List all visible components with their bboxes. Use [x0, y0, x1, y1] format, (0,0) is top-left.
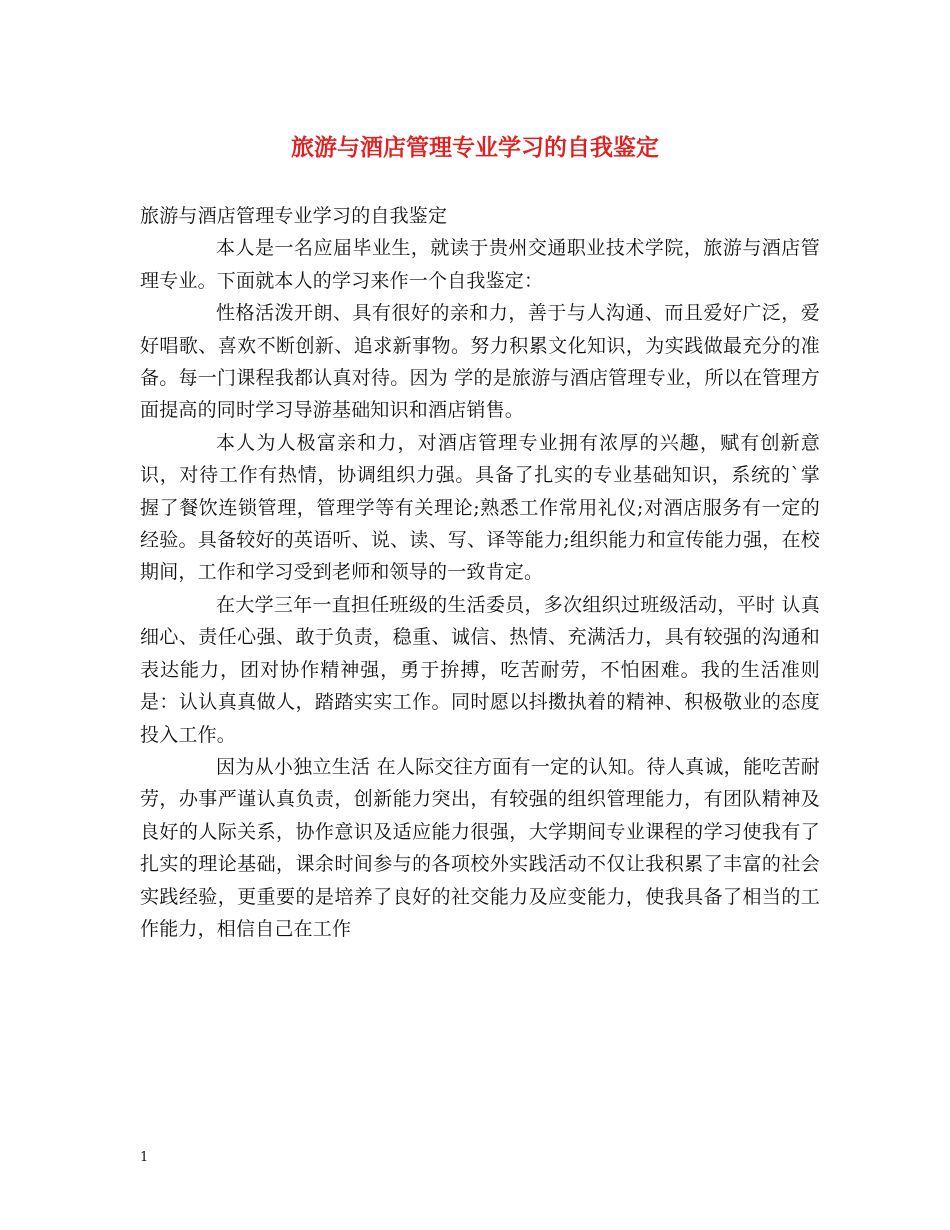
paragraph-1: 本人是一名应届毕业生，就读于贵州交通职业技术学院，旅游与酒店管理专业。下面就本人的学习来作一个自我鉴定：: [140, 237, 820, 292]
paragraph-5: 因为从小独立生活 在人际交往方面有一定的认知。待人真诚，能吃苦耐劳，办事严谨认真负责，创新能力突出，有较强的组织管理能力，有团队精神及良好的人际关系，协作意识及适应能力很强，大学期间专业课程的学习使我有了扎实的理论基础，课余时间参与的各项校外实践活动不仅让我积累了丰富的社会实践经验，更重要的是培养了良好的社交能力及应变能力，使我具备了相当的工作能力，相信自己在工作: [140, 755, 820, 940]
paragraph-4: 在大学三年一直担任班级的生活委员，多次组织过班级活动，平时 认真细心、责任心强、敢于负责，稳重、诚信、热情、充满活力，具有较强的沟通和表达能力，团对协作精神强，勇于拚搏，吃苦耐劳，不怕困难。我的生活准则是：认认真真做人，踏踏实实工作。同时愿以抖擞执着的精神、积极敬业的态度投入工作。: [140, 593, 820, 746]
page-number: 1: [140, 1150, 149, 1165]
document-title: 旅游与酒店管理专业学习的自我鉴定: [291, 134, 659, 161]
paragraph-3: 本人为人极富亲和力，对酒店管理专业拥有浓厚的兴趣，赋有创新意识，对待工作有热情，协调组织力强。具备了扎实的专业基础知识，系统的`掌握了餐饮连锁管理，管理学等有关理论;熟悉工作常用礼仪;对酒店服务有一定的经验。具备较好的英语听、说、读、写、译等能力;组织能力和宣传能力强，在校期间，工作和学习受到老师和领导的一致肯定。: [140, 431, 820, 584]
paragraph-2: 性格活泼开朗、具有很好的亲和力，善于与人沟通、而且爱好广泛，爱好唱歌、喜欢不断创新、追求新事物。努力积累文化知识，为实践做最充分的准备。每一门课程我都认真对待。因为 学的是旅游与酒店管理专业，所以在管理方面提高的同时学习导游基础知识和酒店销售。: [140, 302, 820, 422]
document-body: [140, 200, 820, 945]
document-subtitle: 旅游与酒店管理专业学习的自我鉴定: [140, 205, 448, 227]
